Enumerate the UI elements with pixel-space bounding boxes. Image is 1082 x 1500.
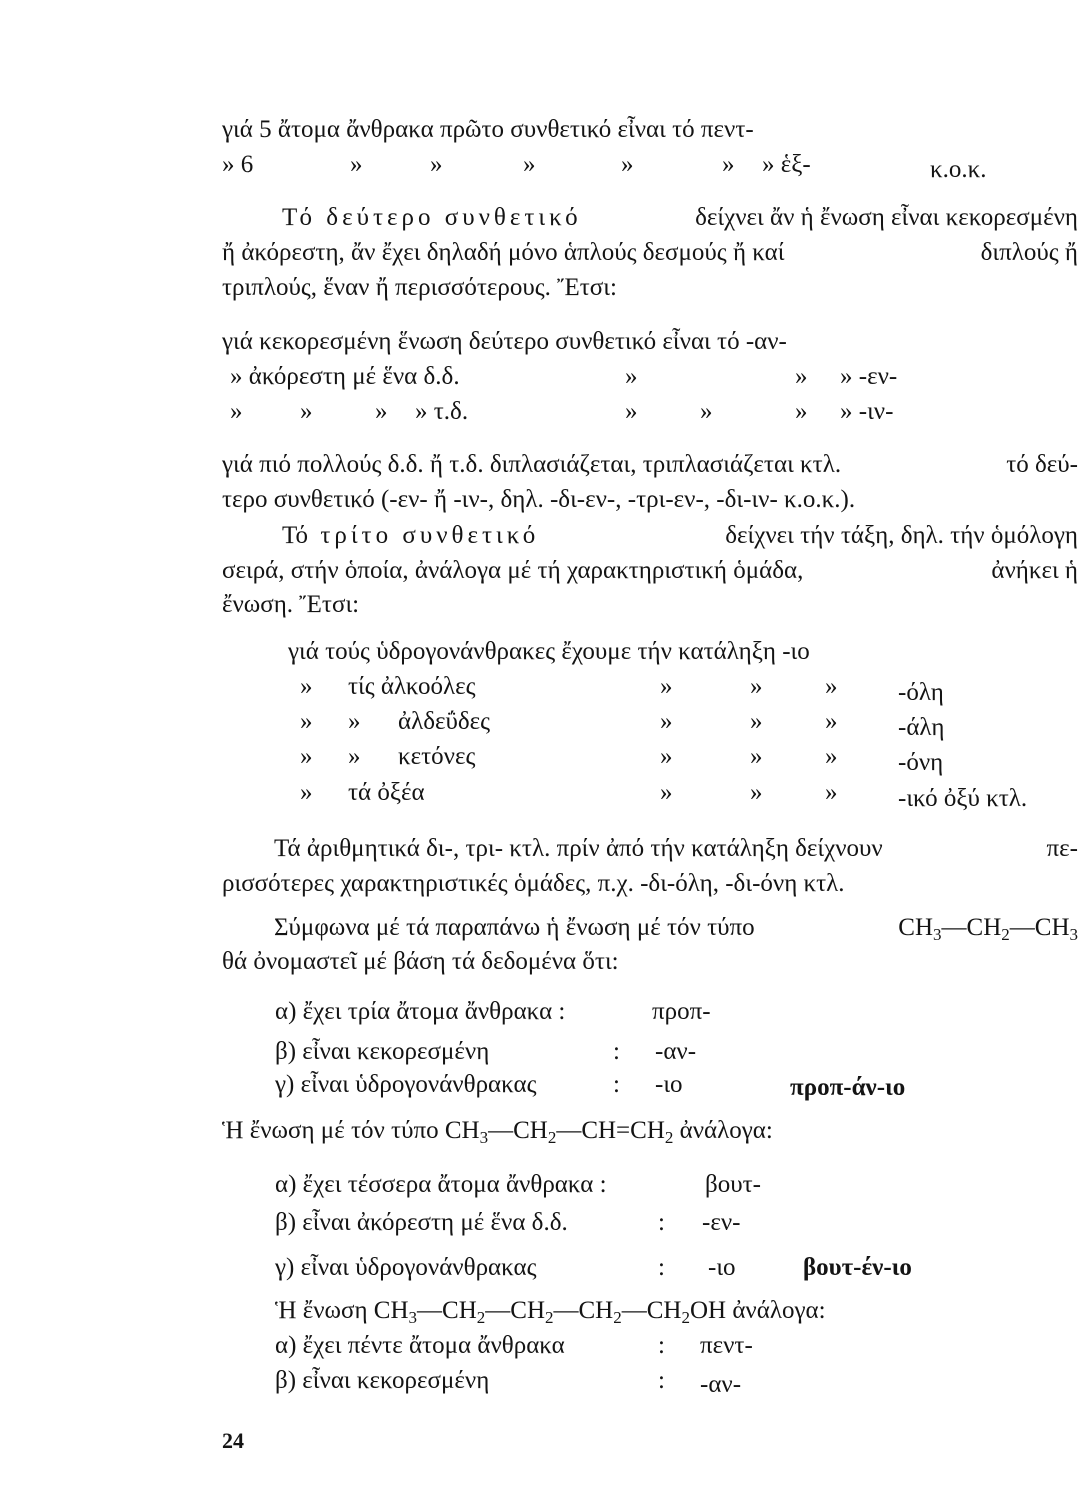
text-span: :	[613, 1038, 620, 1065]
ditto-mark: »	[230, 398, 243, 425]
text-span: -εν-	[702, 1209, 741, 1236]
page-number: 24	[222, 1428, 244, 1453]
text-span: -ιο	[708, 1254, 736, 1281]
text-line: α) ἔχει τρία ἄτομα ἄνθρακα :	[275, 998, 566, 1025]
text-line: Ἡ ἔνωση $CH_3—CH_2—CH_2—CH_2—CH_2OH$ ἀνάλογα:	[275, 1297, 826, 1327]
suffix-text: -ικό ὀξύ κτλ.	[898, 785, 1028, 812]
text-span: γιά πιό πολλούς δ.δ. ἤ τ.δ. διπλασιάζεται, τριπλασιάζεται κτλ.	[222, 451, 842, 478]
spaced-term: τρίτο συνθετικό	[320, 522, 540, 549]
ditto-text: » 6	[222, 151, 254, 178]
text-line: γ) εἶναι ὑδρογονάνθρακας	[275, 1071, 537, 1098]
text-line: ρισσότερες χαρακτηριστικές ὁμάδες, π.χ. -δι-όλη, -δι-όνη κτλ.	[222, 870, 845, 897]
paragraph-line	[222, 834, 1078, 864]
ditto-mark: »	[825, 743, 838, 770]
paragraph-line	[222, 450, 1078, 480]
ditto-mark: »	[300, 743, 313, 770]
text-span: πε-	[1046, 835, 1078, 862]
text-line: α) ἔχει πέντε ἄτομα ἄνθρακα	[275, 1332, 565, 1359]
text-span: ἤ ἀκόρεστη, ἄν ἔχει δηλαδή μόνο ἁπλούς δεσμούς ἤ καί	[222, 239, 785, 266]
paragraph-line	[222, 913, 1078, 943]
text-line: γιά 5 ἄτομα ἄνθρακα πρῶτο συνθετικό εἶναι τό πεντ-	[222, 116, 754, 143]
text-line: Ἡ ἔνωση μέ τόν τύπο $CH_3—CH_2—CH=CH_2$ ἀνάλογα:	[222, 1117, 773, 1147]
text-line: γιά κεκορεσμένη ἕνωση δεύτερο συνθετικό εἶναι τό -αν-	[222, 328, 787, 355]
ditto-mark: »	[825, 673, 838, 700]
text-line: β) εἶναι κεκορεσμένη	[275, 1367, 490, 1394]
ditto-mark: »	[825, 708, 838, 735]
text-span: τά ὀξέα	[348, 779, 425, 806]
ditto-mark: »	[750, 743, 763, 770]
text-span: δείχνει τήν τάξη, δηλ. τήν ὁμόλογη	[725, 522, 1078, 549]
ditto-mark: »	[660, 673, 673, 700]
ditto-mark: »	[300, 673, 313, 700]
text-span: :	[613, 1071, 620, 1098]
text-span: πεντ-	[700, 1332, 753, 1359]
ditto-mark: »	[523, 151, 536, 178]
ditto-mark: » τ.δ.	[415, 398, 469, 425]
text-line: β) εἶναι ἀκόρεστη μέ ἕνα δ.δ.	[275, 1209, 568, 1236]
text-line	[222, 150, 253, 180]
text-line: τερο συνθετικό (-εν- ἤ -ιν-, δηλ. -δι-εν-, -τρι-εν-, -δι-ιν- κ.ο.κ.).	[222, 486, 856, 513]
text-span: :	[658, 1332, 665, 1359]
ditto-mark: »	[795, 398, 808, 425]
text-line: τριπλούς, ἕναν ἤ περισσότερους. Ἔτσι:	[222, 274, 617, 301]
ditto-mark: »	[300, 398, 313, 425]
suffix-text: -άλη	[898, 714, 945, 741]
ditto-mark: »	[660, 708, 673, 735]
text-line: θά ὀνομαστεῖ μέ βάση τά δεδομένα ὅτι:	[222, 948, 619, 975]
chemical-formula: $CH_3—CH_2—CH_3$	[898, 914, 1078, 944]
spaced-term: Τό δεύτερο συνθετικό	[282, 204, 582, 231]
text-span: :	[658, 1209, 665, 1236]
text-span: :	[658, 1367, 665, 1394]
ditto-mark: » ἑξ-	[762, 151, 811, 178]
ditto-mark: »	[825, 779, 838, 806]
text-span: ἀνήκει ἡ	[991, 557, 1078, 584]
ditto-mark: »	[621, 151, 634, 178]
text-span: διπλούς ἤ	[980, 239, 1078, 266]
text-span: -αν-	[655, 1038, 697, 1065]
ditto-mark: »	[660, 743, 673, 770]
ditto-mark: »	[660, 779, 673, 806]
text-line: κ.ο.κ.	[930, 156, 987, 183]
text-span: Τά ἀριθμητικά δι-, τρι- κτλ. πρίν ἀπό τήν κατάληξη δείχνουν	[274, 835, 883, 862]
paragraph-line	[222, 238, 1078, 268]
paragraph-line	[222, 203, 1078, 233]
paragraph-line	[222, 521, 1078, 551]
text-span: Σύμφωνα μέ τά παραπάνω ἡ ἔνωση μέ τόν τύπο	[274, 914, 755, 941]
text-line: α) ἔχει τέσσερα ἄτομα ἄνθρακα :	[275, 1171, 607, 1198]
result-name: βουτ-έν-ιο	[803, 1254, 912, 1281]
text-span: κετόνες	[398, 743, 476, 770]
text-span: τίς ἀλκοόλες	[348, 673, 476, 700]
suffix-text: -όλη	[898, 679, 944, 706]
chemical-formula: $CH_3—CH_2—CH_2—CH_2—CH_2OH$	[373, 1297, 727, 1327]
ditto-mark: »	[700, 398, 713, 425]
paragraph-line	[222, 556, 1078, 586]
ditto-mark: »	[750, 673, 763, 700]
ditto-mark: »	[348, 743, 361, 770]
text-span: ἀλδεΰδες	[398, 708, 491, 735]
text-span: σειρά, στήν ὁποία, ἀνάλογα μέ τή χαρακτηριστική ὁμάδα,	[222, 557, 804, 584]
ditto-mark: »	[795, 363, 808, 390]
ditto-mark: »	[350, 151, 363, 178]
ditto-mark: » -εν-	[840, 363, 898, 390]
ditto-mark: »	[300, 779, 313, 806]
text-span: :	[658, 1254, 665, 1281]
text-span: -ιο	[655, 1071, 683, 1098]
text-span: προπ-	[652, 998, 711, 1025]
ditto-mark: »	[750, 779, 763, 806]
text-line: ἔνωση. Ἔτσι:	[222, 591, 360, 618]
ditto-mark: »	[348, 708, 361, 735]
chemical-formula: $CH_3—CH_2—CH=CH_2$	[444, 1117, 674, 1147]
suffix-text: -όνη	[898, 749, 944, 776]
text-span: δείχνει ἄν ἡ ἔνωση εἶναι κεκορεσμένη	[695, 204, 1078, 231]
result-name: προπ-άν-ιο	[790, 1074, 906, 1101]
text-span: Τό	[282, 522, 309, 549]
ditto-mark: »	[625, 398, 638, 425]
ditto-mark: »	[300, 708, 313, 735]
text-line: γ) εἶναι ὑδρογονάνθρακας	[275, 1254, 537, 1281]
text-span: βουτ-	[705, 1171, 761, 1198]
ditto-mark: »	[722, 151, 735, 178]
text-line: γιά τούς ὑδρογονάνθρακες ἔχουμε τήν κατάληξη -ιο	[288, 638, 810, 665]
text-line: β) εἶναι κεκορεσμένη	[275, 1038, 490, 1065]
ditto-mark: » -ιν-	[840, 398, 894, 425]
ditto-mark: »	[750, 708, 763, 735]
text-line: » ἀκόρεστη μέ ἕνα δ.δ.	[230, 363, 460, 390]
text-span: -αν-	[700, 1371, 742, 1398]
ditto-mark: »	[430, 151, 443, 178]
text-span: τό δεύ-	[1006, 451, 1078, 478]
ditto-mark: »	[375, 398, 388, 425]
ditto-mark: »	[625, 363, 638, 390]
